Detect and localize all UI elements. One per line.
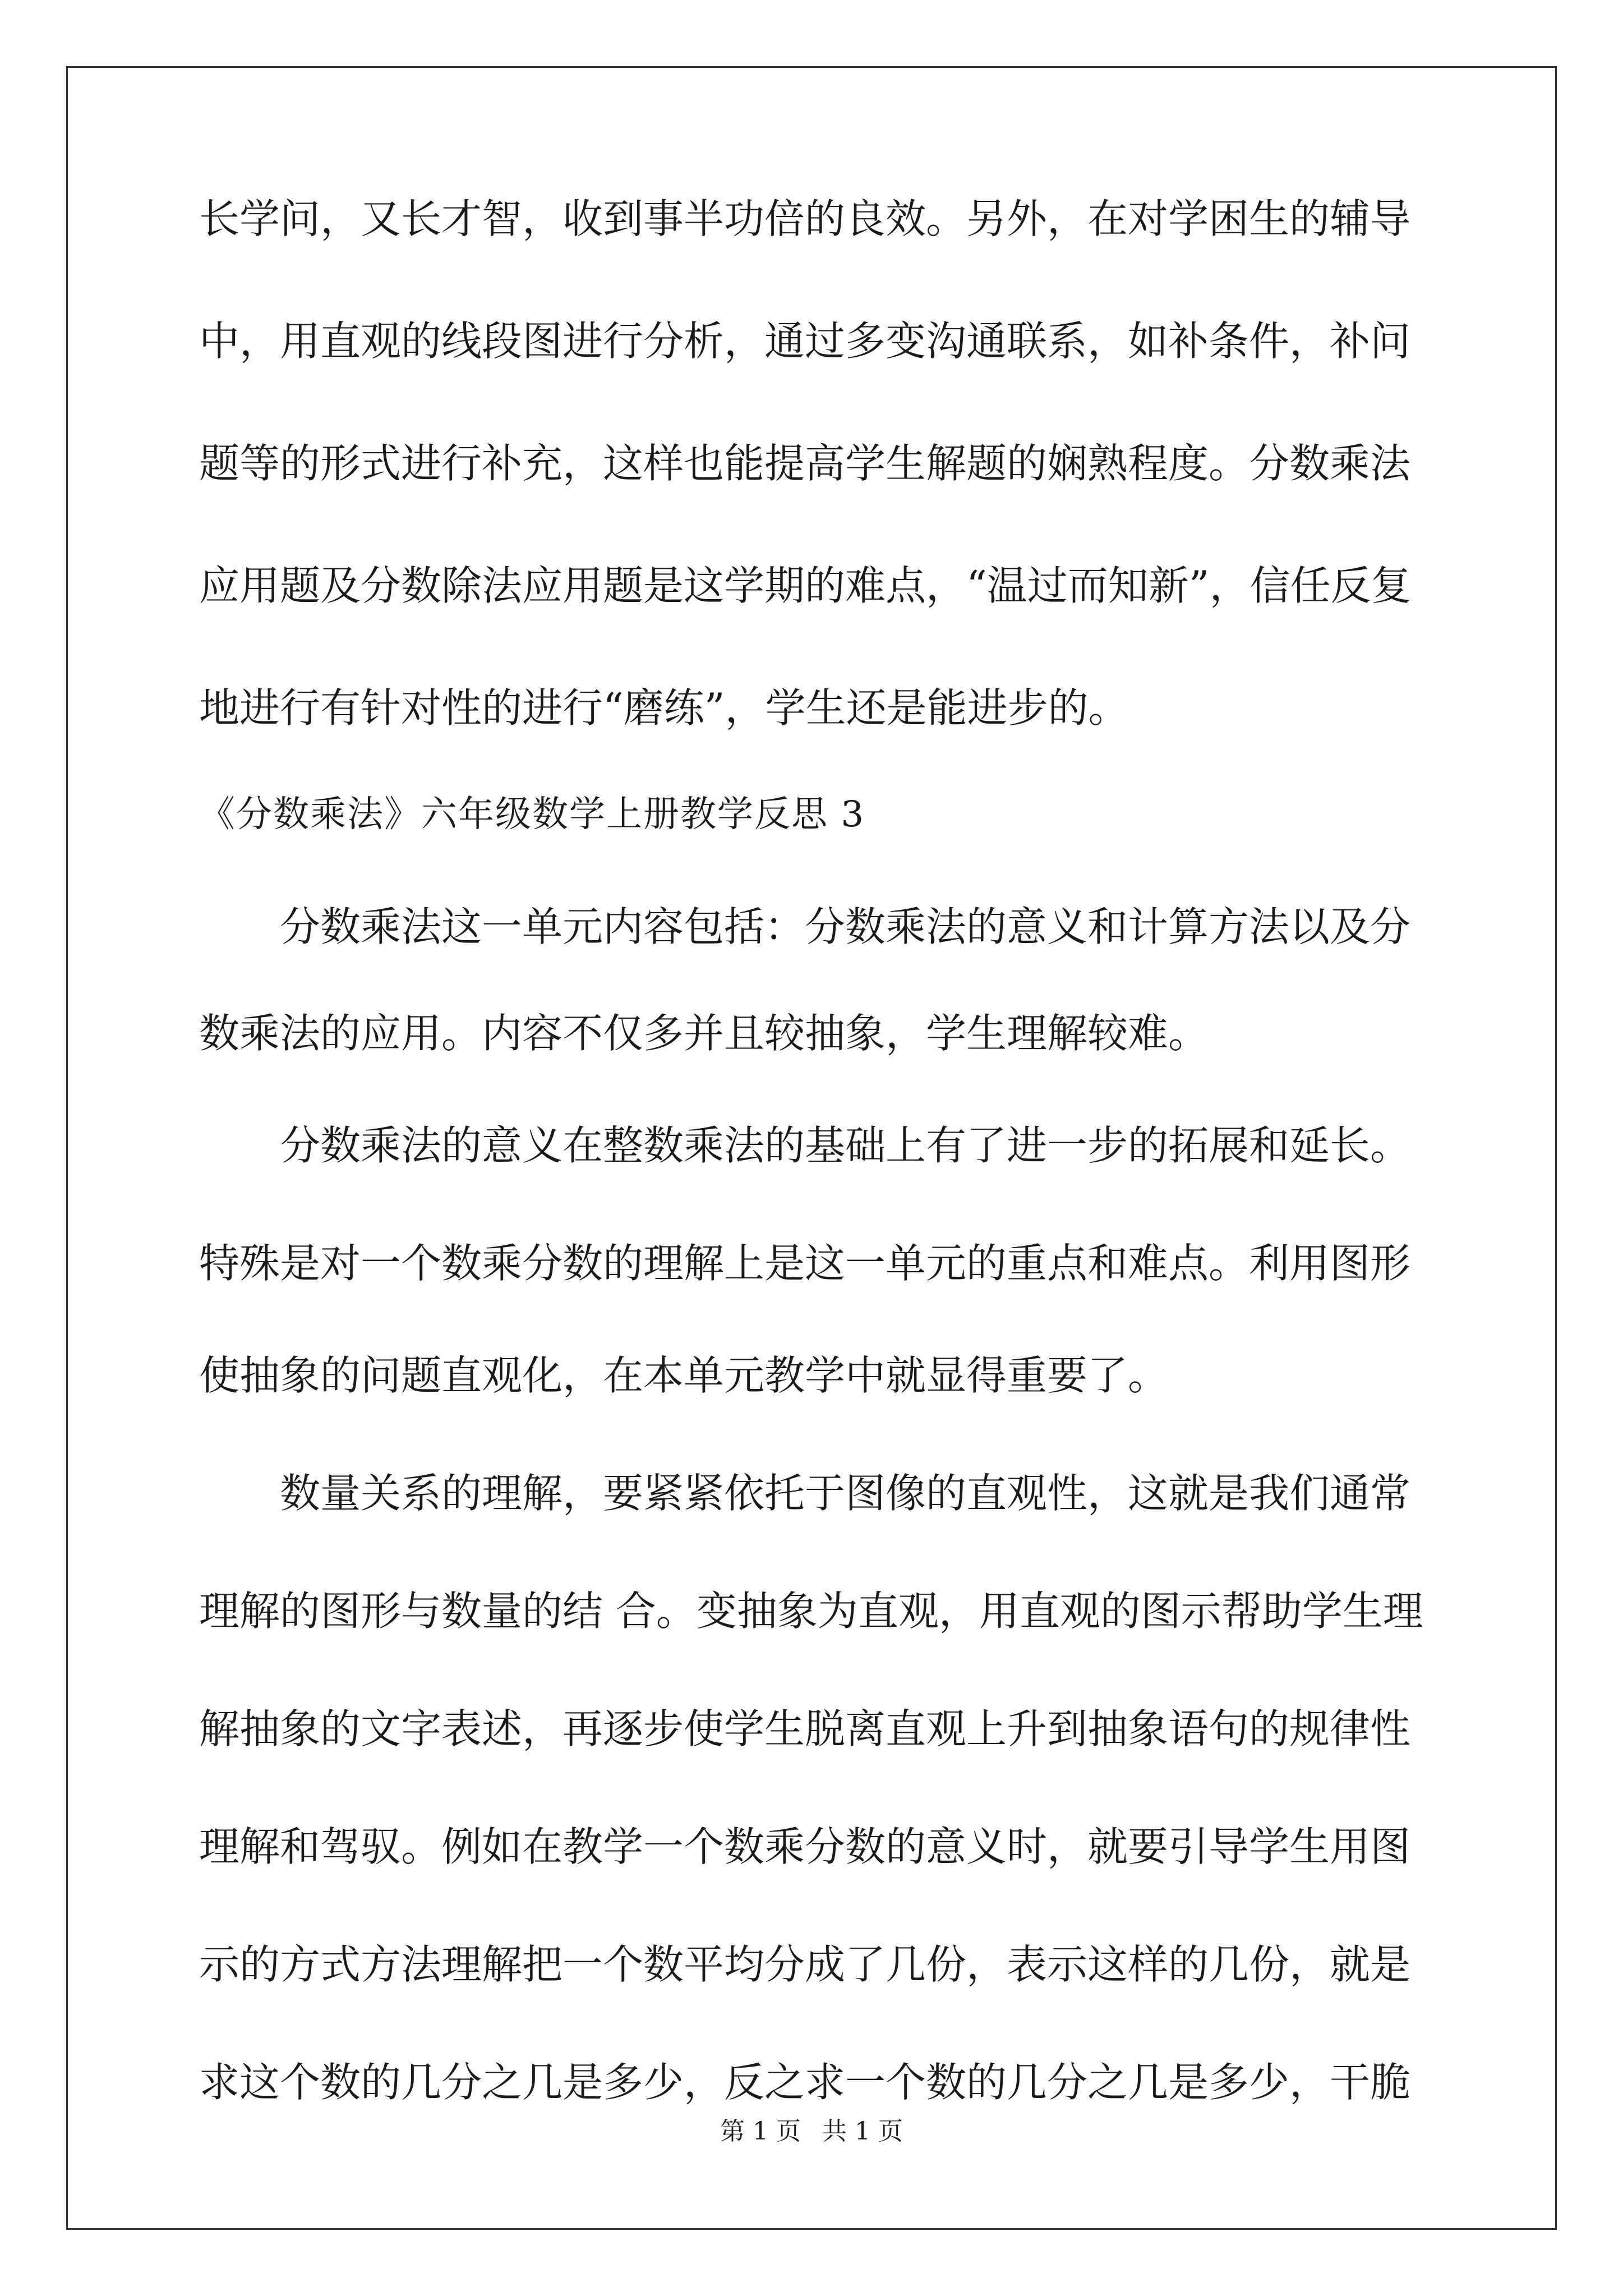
paragraph-4-line-5: 示的方式方法理解把一个数平均分成了几份，表示这样的几份，就是 [199, 1941, 1411, 1988]
paragraph-2-line-2: 数乘法的应用。内容不仅多并且较抽象，学生理解较难。 [199, 1010, 1209, 1057]
paragraph-4-line-1: 数量关系的理解，要紧紧依托于图像的直观性，这就是我们通常 [280, 1470, 1411, 1517]
paragraph-4-line-3: 解抽象的文字表述，再逐步使学生脱离直观上升到抽象语句的规律性 [199, 1705, 1411, 1752]
paragraph-4-line-6: 求这个数的几分之几是多少，反之求一个数的几分之几是多少，干脆 [199, 2059, 1411, 2106]
paragraph-1-line-1: 长学问，又长才智，收到事半功倍的良效。另外，在对学困生的辅导 [199, 195, 1411, 242]
page-total: 共 1 页 [822, 2117, 903, 2146]
paragraph-2-line-1: 分数乘法这一单元内容包括：分数乘法的意义和计算方法以及分 [280, 903, 1411, 950]
section-heading: 《分数乘法》六年级数学上册教学反思 3 [199, 794, 865, 835]
paragraph-4-line-2: 理解的图形与数量的结 合。变抽象为直观，用直观的图示帮助学生理 [199, 1588, 1423, 1635]
paragraph-4-line-4: 理解和驾驭。例如在教学一个数乘分数的意义时，就要引导学生用图 [199, 1823, 1411, 1870]
paragraph-1-line-3: 题等的形式进行补充，这样也能提高学生解题的娴熟程度。分数乘法 [199, 440, 1411, 487]
page-number: 第 1 页 [720, 2117, 801, 2146]
paragraph-1-line-4: 应用题及分数除法应用题是这学期的难点，“温过而知新”，信任反复 [199, 562, 1412, 609]
paragraph-1-line-2: 中，用直观的线段图进行分析，通过多变沟通联系，如补条件，补问 [199, 318, 1411, 365]
paragraph-3-line-1: 分数乘法的意义在整数乘法的基础上有了进一步的拓展和延长。 [280, 1122, 1411, 1169]
paragraph-3-line-3: 使抽象的问题直观化，在本单元教学中就显得重要了。 [199, 1352, 1169, 1399]
paragraph-3-line-2: 特殊是对一个数乘分数的理解上是这一单元的重点和难点。利用图形 [199, 1240, 1411, 1287]
paragraph-1-line-5: 地进行有针对性的进行“磨练”，学生还是能进步的。 [199, 684, 1129, 731]
page-footer [0, 2115, 1623, 2148]
